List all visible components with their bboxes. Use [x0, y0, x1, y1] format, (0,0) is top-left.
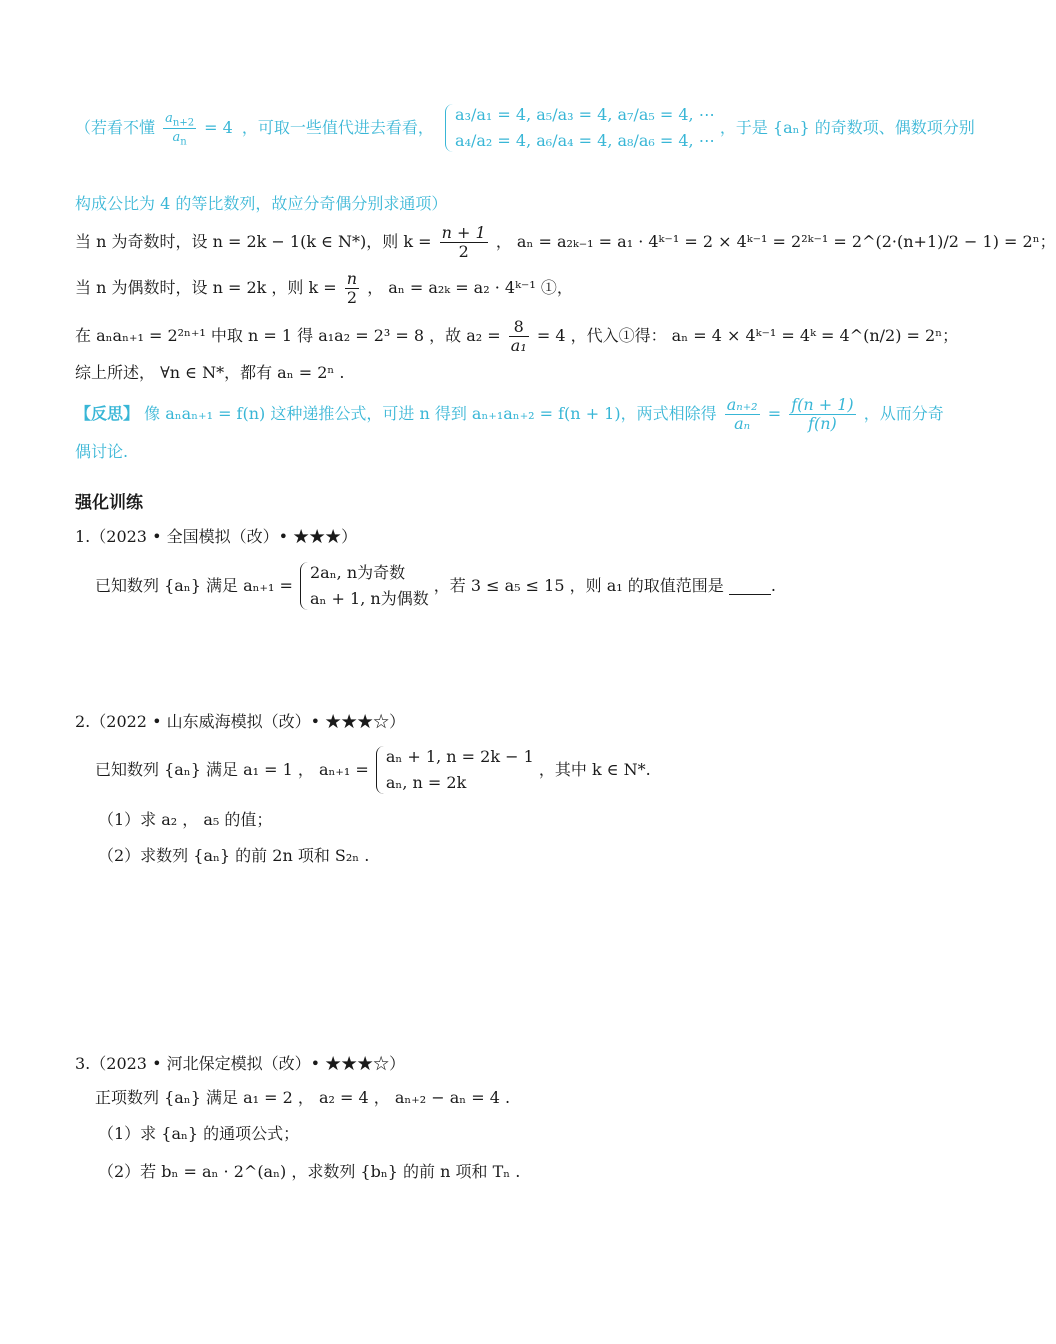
- section-title: 强化训练: [75, 493, 143, 513]
- hint-system-even: a₄/a₂ = 4, a₆/a₄ = 4, a₈/a₆ = 4, ⋯: [455, 131, 715, 150]
- problem-2-statement: 已知数列 {aₙ} 满足 a₁ = 1 ， aₙ₊₁ = aₙ + 1, n = 2k − 1 aₙ, n = 2k ，其中 k ∈ N*.: [95, 744, 651, 800]
- hint-line-2: 构成公比为 4 的等比数列，故应分奇偶分别求通项）: [75, 194, 448, 213]
- problem-1-piecewise: 2aₙ, n为奇数 aₙ + 1, n为偶数: [298, 560, 429, 612]
- solution-summary: 综上所述， ∀n ∈ N*，都有 aₙ = 2ⁿ .: [75, 363, 345, 382]
- problem-2-q1: （1）求 a₂ ， a₅ 的值；: [98, 810, 273, 829]
- hint-system-odd: a₃/a₁ = 4, a₅/a₃ = 4, a₇/a₅ = 4, ⋯: [455, 105, 715, 124]
- solution-substitution: 在 aₙaₙ₊₁ = 2²ⁿ⁺¹ 中取 n = 1 得 a₁a₂ = 2³ = 8 ，故 a₂ = $\frac{8}{\text{a₁}}$ = 4 ，代入①得： aₙ = 4 × 4ᵏ⁻¹ = 4ᵏ = 4^(n/2) = 2ⁿ；: [75, 317, 959, 355]
- answer-blank[interactable]: [729, 578, 771, 595]
- problem-3-statement: 正项数列 {aₙ} 满足 a₁ = 2 ， a₂ = 4 ， aₙ₊₂ − aₙ = 4 .: [95, 1088, 511, 1107]
- problem-3-q1: （1）求 {aₙ} 的通项公式；: [98, 1124, 300, 1143]
- hint-equals: = 4: [204, 118, 233, 137]
- hint-system: [443, 102, 715, 154]
- reflection-line-2: 偶讨论.: [75, 442, 129, 461]
- solution-even-case: 当 n 为偶数时，设 n = 2k ，则 k = $\frac{n}{2}$ ， aₙ = a₂ₖ = a₂ · 4ᵏ⁻¹ ①，: [75, 269, 573, 307]
- hint-intro: （若看不懂: [75, 118, 156, 137]
- solution-even-frac: $\frac{n}{2}$: [346, 269, 358, 307]
- reflection-frac-left: $\frac{\text{aₙ₊₂}}{\text{aₙ}}$: [726, 395, 758, 433]
- hint-tail: ，于是 {aₙ} 的奇数项、偶数项分别: [719, 118, 975, 137]
- problem-2-q2: （2）求数列 {aₙ} 的前 2n 项和 S₂ₙ .: [98, 846, 370, 865]
- reflection-frac-right: $\frac{f(n + 1)}{f(n)}$: [791, 395, 854, 433]
- problem-1-header: 1.（2023 • 全国模拟（改）• ★★★）: [75, 527, 358, 546]
- solution-odd-case: 当 n 为奇数时，设 n = 2k − 1(k ∈ N*)，则 k = $\frac{n + 1}{2}$ ， aₙ = a₂ₖ₋₁ = a₁ · 4ᵏ⁻¹ = 2 × 4ᵏ⁻¹ = 2²ᵏ⁻¹ = 2^(2·(n+1)/2 − 1) = 2ⁿ；: [75, 223, 1056, 261]
- problem-3-header: 3.（2023 • 河北保定模拟（改）• ★★★☆）: [75, 1054, 406, 1073]
- solution-odd-frac: $\frac{n + 1}{2}$: [441, 223, 486, 261]
- reflection-line-1: 【反思】 像 aₙaₙ₊₁ = f(n) 这种递推公式，可进 n 得到 aₙ₊₁aₙ₊₂ = f(n + 1)，两式相除得 $\frac{\text{aₙ₊₂}}{\text{aₙ}}$ = $\frac{f(n + 1)}{f(n)}$ ，从而分奇: [75, 395, 944, 433]
- problem-2-piecewise: aₙ + 1, n = 2k − 1 aₙ, n = 2k: [374, 744, 534, 796]
- hint-mid: ，可取一些值代进去看看，: [241, 118, 434, 137]
- problem-2-header: 2.（2022 • 山东威海模拟（改）• ★★★☆）: [75, 712, 406, 731]
- solution-sub-frac: $\frac{8}{\text{a₁}}$: [510, 317, 527, 355]
- problem-3-q2: （2）若 bₙ = aₙ · 2^(aₙ) ，求数列 {bₙ} 的前 n 项和 Tₙ .: [98, 1162, 521, 1181]
- problem-1-statement: 已知数列 {aₙ} 满足 aₙ₊₁ = 2aₙ, n为奇数 aₙ + 1, n为偶数 ，若 3 ≤ a₅ ≤ 15 ，则 a₁ 的取值范围是 .: [95, 560, 776, 620]
- hint-line-1: [75, 102, 975, 182]
- reflection-tag: 【反思】: [75, 406, 140, 423]
- hint-ratio: $\frac{a_{n+2}}{a_n}$: [165, 110, 195, 148]
